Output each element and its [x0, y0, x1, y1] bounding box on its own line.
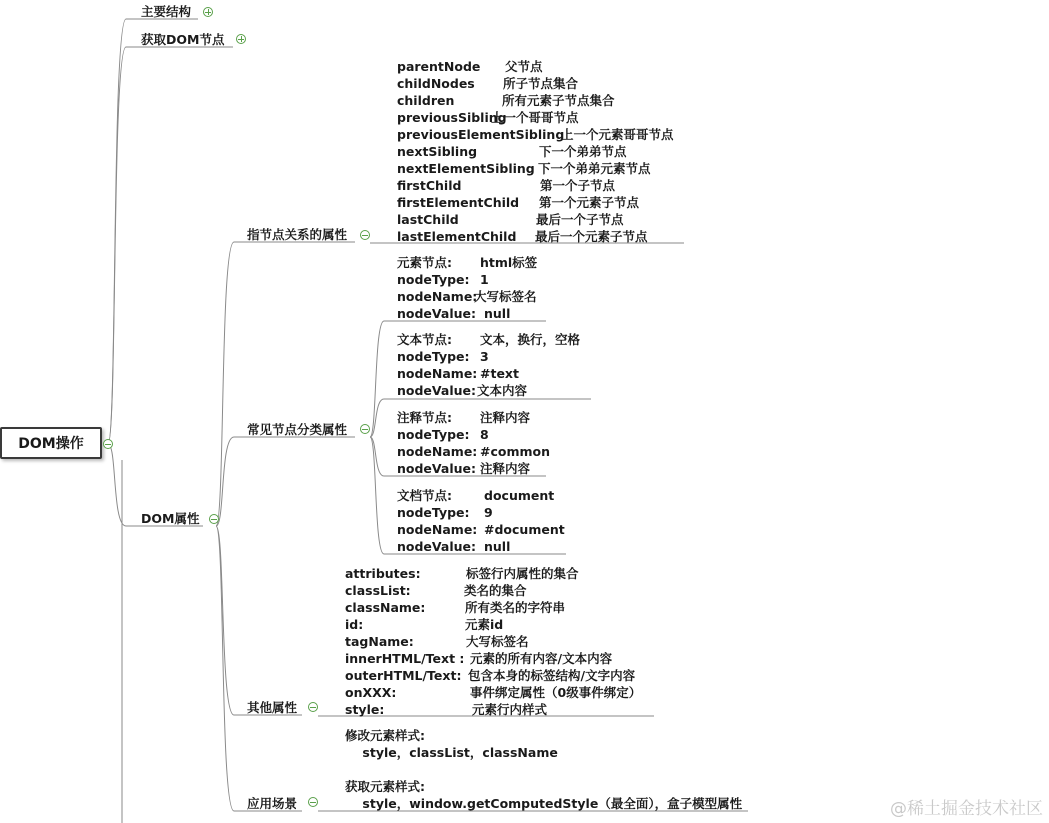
prop-desc: 下一个弟弟元素节点 — [538, 161, 651, 176]
prop-name: attributes: — [345, 566, 421, 581]
type-key: nodeType: — [397, 349, 470, 364]
prop-name: firstElementChild — [397, 195, 520, 210]
prop-name: style: — [345, 702, 385, 717]
collapse-toggle-dom-attributes[interactable] — [209, 514, 219, 524]
type-key: nodeType: — [397, 427, 470, 442]
prop-desc: 标签行内属性的集合 — [466, 566, 579, 581]
type-key: 注释节点: — [397, 410, 452, 425]
collapse-toggle-scenarios[interactable] — [308, 797, 318, 807]
type-value: 注释内容 — [480, 410, 531, 425]
type-value: document — [484, 488, 555, 503]
node-get-dom[interactable]: 获取DOM节点 — [141, 32, 225, 47]
prop-desc: 第一个子节点 — [540, 178, 616, 193]
node-node-types[interactable]: 常见节点分类属性 — [247, 422, 348, 437]
prop-name: nextSibling — [397, 144, 478, 159]
prop-name: outerHTML/Text: — [345, 668, 462, 683]
node-relation-props[interactable]: 指节点关系的属性 — [247, 227, 348, 242]
prop-desc: 最后一个元素子节点 — [535, 229, 648, 244]
collapse-toggle-node-types[interactable] — [360, 424, 370, 434]
type-value: 8 — [480, 427, 489, 442]
type-value: 注释内容 — [480, 461, 531, 476]
connector-root-get-dom — [108, 47, 126, 444]
scenario-line: 获取元素样式: — [345, 779, 425, 794]
prop-name: childNodes — [397, 76, 475, 91]
prop-name: innerHTML/Text : — [345, 651, 465, 666]
type-key: nodeName: — [397, 522, 478, 537]
type-value: null — [484, 306, 511, 321]
type-key: 元素节点: — [397, 255, 452, 270]
connector-root-main-structure — [108, 19, 126, 444]
type-value: html标签 — [480, 255, 538, 270]
type-key: nodeName: — [397, 444, 478, 459]
type-key: nodeName: — [397, 366, 478, 381]
prop-desc: 包含本身的标签结构/文字内容 — [468, 668, 636, 683]
scenario-line: style，classList，className — [345, 745, 558, 760]
type-key: nodeValue: — [397, 306, 476, 321]
prop-desc: 大写标签名 — [466, 634, 529, 649]
type-value: 1 — [480, 272, 489, 287]
prop-name: previousSibling — [397, 110, 507, 125]
node-dom-attributes[interactable]: DOM属性 — [141, 511, 200, 526]
prop-desc: 上一个元素哥哥节点 — [561, 127, 674, 142]
type-value: #document — [484, 522, 565, 537]
prop-desc: 上一个哥哥节点 — [491, 110, 579, 125]
type-value: 文本内容 — [477, 383, 528, 398]
prop-name: previousElementSibling — [397, 127, 565, 142]
prop-name: parentNode — [397, 59, 481, 74]
prop-name: lastChild — [397, 212, 459, 227]
root-collapse-toggle[interactable] — [103, 439, 113, 449]
connector-nodetype-element — [370, 321, 384, 437]
type-value: null — [484, 539, 511, 554]
type-value: 9 — [484, 505, 493, 520]
connector-root-dom-attributes — [108, 444, 126, 526]
prop-desc: 类名的集合 — [464, 583, 527, 598]
prop-desc: 元素行内样式 — [472, 702, 548, 717]
prop-name: firstChild — [397, 178, 462, 193]
prop-name: lastElementChild — [397, 229, 517, 244]
type-key: nodeValue: — [397, 383, 476, 398]
type-value: 文本，换行，空格 — [480, 332, 581, 347]
prop-desc: 最后一个子节点 — [536, 212, 624, 227]
type-key: nodeType: — [397, 505, 470, 520]
prop-desc: 所子节点集合 — [503, 76, 579, 91]
prop-name: className: — [345, 600, 426, 615]
prop-desc: 元素id — [465, 617, 504, 632]
watermark: @稀土掘金技术社区 — [890, 799, 1043, 819]
prop-desc: 所有类名的字符串 — [465, 600, 566, 615]
type-value: 大写标签名 — [474, 289, 537, 304]
type-key: nodeValue: — [397, 539, 476, 554]
type-key: nodeType: — [397, 272, 470, 287]
type-value: #text — [480, 366, 519, 381]
prop-desc: 元素的所有内容/文本内容 — [470, 651, 613, 666]
node-main-structure[interactable]: 主要结构 — [141, 4, 192, 19]
type-value: #common — [480, 444, 551, 459]
connector-dom-other — [216, 526, 234, 715]
collapse-toggle-relation-props[interactable] — [360, 230, 370, 240]
root-node[interactable] — [0, 427, 102, 459]
type-key: 文档节点: — [397, 488, 452, 503]
expand-toggle-get-dom[interactable] — [236, 34, 246, 44]
expand-toggle-main-structure[interactable] — [203, 7, 213, 17]
type-key: nodeName: — [397, 289, 478, 304]
prop-name: children — [397, 93, 455, 108]
prop-desc: 第一个元素子节点 — [539, 195, 640, 210]
connector-dom-relation — [216, 242, 234, 526]
prop-name: id: — [345, 617, 364, 632]
root-node-label: DOM操作 — [18, 436, 84, 452]
collapse-toggle-other-props[interactable] — [308, 702, 318, 712]
prop-desc: 事件绑定属性（0级事件绑定） — [470, 685, 642, 700]
type-key: 文本节点: — [397, 332, 452, 347]
scenario-line: 修改元素样式: — [345, 728, 425, 743]
type-key: nodeValue: — [397, 461, 476, 476]
prop-name: nextElementSibling — [397, 161, 535, 176]
node-scenarios[interactable]: 应用场景 — [247, 796, 298, 811]
prop-name: tagName: — [345, 634, 414, 649]
prop-desc: 所有元素子节点集合 — [502, 93, 615, 108]
type-value: 3 — [480, 349, 489, 364]
prop-name: classList: — [345, 583, 411, 598]
scenario-line: style，window.getComputedStyle（最全面），盒子模型属性 — [345, 796, 743, 811]
prop-desc: 下一个弟弟节点 — [539, 144, 627, 159]
node-other-props[interactable]: 其他属性 — [247, 700, 298, 715]
prop-name: onXXX: — [345, 685, 397, 700]
connector-nodetype-document — [370, 437, 384, 554]
prop-desc: 父节点 — [505, 59, 543, 74]
